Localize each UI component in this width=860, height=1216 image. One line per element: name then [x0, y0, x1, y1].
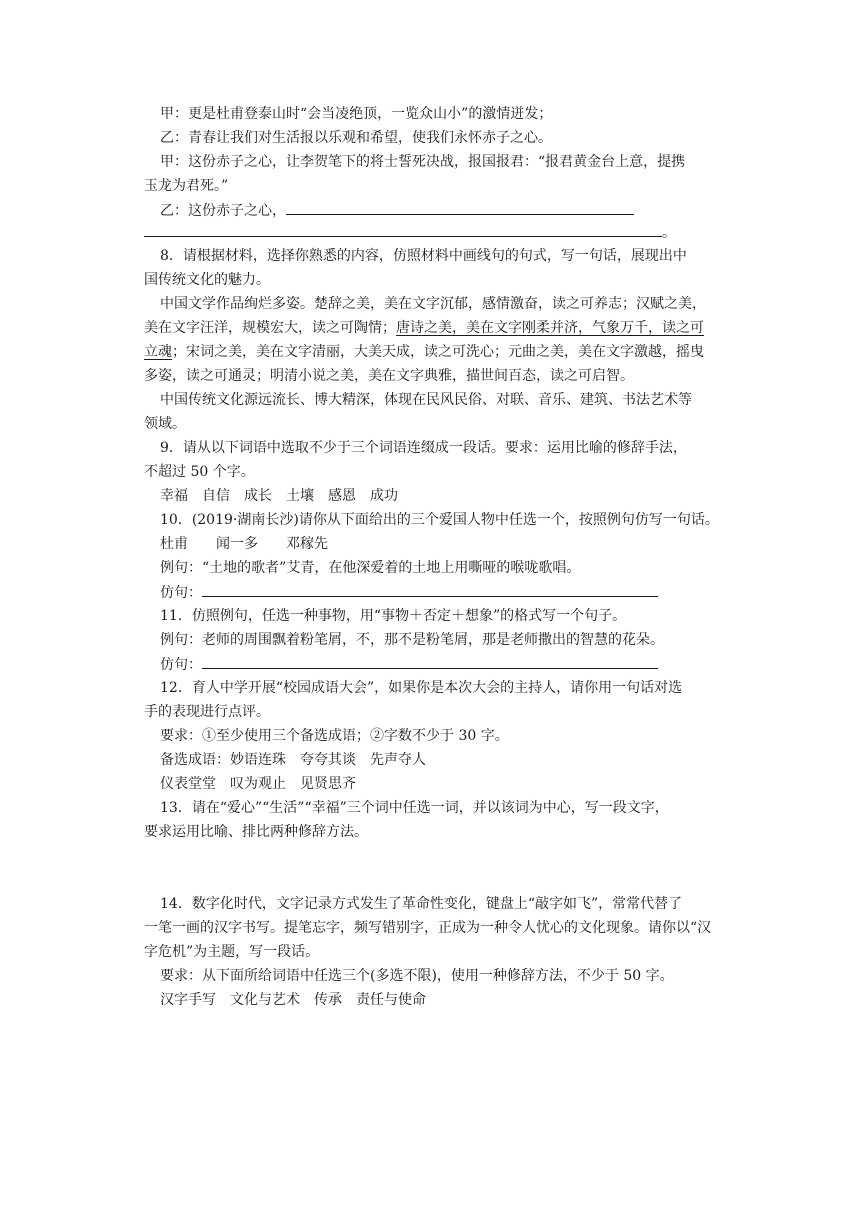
dialogue-yi-line-2	[160, 200, 634, 220]
q8-material-2-pre: 美在文字汪洋，规模宏大，读之可陶情；	[144, 320, 396, 336]
q12-stem-a: 12．育人中学开展“校园成语大会”，如果你是本次大会的主持人，请你用一句话对选	[160, 680, 683, 696]
q10-stem: 10．(2019·湖南长沙)请你从下面给出的三个爱国人物中任选一个，按照例句仿写一句话。	[160, 512, 719, 528]
q10-example: 例句：“土地的歌者”艾青，在他深爱着的土地上用嘶哑的喉咙歌唱。	[160, 560, 581, 576]
q11-imitate-label: 仿句：	[160, 657, 202, 673]
q11-imitate-line	[160, 654, 658, 674]
q9-stem-b: 不超过 50 个字。	[144, 464, 255, 480]
q8-underlined-sentence-end: 立魂	[144, 344, 172, 360]
dialogue-jia-line-2b: 玉龙为君死。”	[144, 178, 229, 194]
q14-requirement: 要求：从下面所给词语中任选三个(多选不限)，使用一种修辞方法，不少于 50 字。	[160, 968, 674, 984]
q10-imitate-label: 仿句：	[160, 585, 202, 601]
q14-stem-c: 字危机”为主题，写一段话。	[144, 944, 320, 960]
q10-imitate-line	[160, 582, 658, 602]
answer-blank[interactable]	[202, 654, 658, 669]
q13-stem-a: 13．请在“爱心”“生活”“幸福”三个词中任选一词，并以该词为中心，写一段文字，	[160, 800, 669, 816]
q8-material-1: 中国文学作品绚烂多姿。楚辞之美，美在文字沉郁，感情激奋，读之可养志；汉赋之美，	[160, 296, 706, 312]
q12-idioms-b: 仪表堂堂 叹为观止 见贤思齐	[160, 776, 356, 792]
answer-blank[interactable]	[286, 200, 634, 215]
q14-word-list: 汉字手写 文化与艺术 传承 责任与使命	[160, 992, 426, 1008]
answer-blank[interactable]	[144, 222, 662, 237]
q8-material-4: 多姿，读之可通灵；明清小说之美，美在文字典雅，描世间百态，读之可启智。	[144, 368, 634, 384]
q8-material-5: 中国传统文化源远流长、博大精深，体现在民风民俗、对联、音乐、建筑、书法艺术等	[160, 392, 692, 408]
dialogue-yi-line-3	[144, 222, 676, 242]
q12-requirement: 要求：①至少使用三个备选成语；②字数不少于 30 字。	[160, 728, 509, 744]
q11-stem: 11．仿照例句，任选一种事物，用“事物＋否定＋想象”的格式写一个句子。	[160, 608, 627, 624]
q14-stem-b: 一笔一画的汉字书写。提笔忘字，频写错别字，正成为一种令人忧心的文化现象。请你以“汉	[144, 920, 712, 936]
q8-material-2	[144, 318, 704, 338]
answer-blank[interactable]	[202, 582, 658, 597]
q8-material-3	[144, 342, 704, 362]
dialogue-yi-end: 。	[662, 225, 676, 241]
dialogue-yi-prefix: 乙：这份赤子之心，	[160, 203, 286, 219]
q13-stem-b: 要求运用比喻、排比两种修辞方法。	[144, 824, 368, 840]
dialogue-yi-line-1: 乙：青春让我们对生活报以乐观和希望，使我们永怀赤子之心。	[160, 130, 552, 146]
q10-people: 杜甫 闻一多 邓稼先	[160, 536, 328, 552]
q8-material-6: 领域。	[144, 416, 186, 432]
q8-underlined-sentence: 唐诗之美，美在文字刚柔并济，气象万千，读之可	[396, 320, 704, 336]
q8-stem-b: 国传统文化的魅力。	[144, 272, 270, 288]
dialogue-jia-line-1: 甲：更是杜甫登泰山时“会当凌绝顶，一览众山小”的激情迸发；	[160, 106, 553, 122]
q8-stem-a: 8．请根据材料，选择你熟悉的内容，仿照材料中画线句的句式，写一句话，展现出中	[160, 248, 687, 264]
q11-example: 例句：老师的周围飘着粉笔屑，不，那不是粉笔屑，那是老师撒出的智慧的花朵。	[160, 632, 664, 648]
q9-word-list: 幸福 自信 成长 土壤 感恩 成功	[160, 488, 398, 504]
q9-stem-a: 9．请从以下词语中选取不少于三个词语连缀成一段话。要求：运用比喻的修辞手法，	[160, 440, 687, 456]
dialogue-jia-line-2a: 甲：这份赤子之心，让李贺笔下的将士誓死决战，报国报君：“报君黄金台上意，提携	[160, 154, 686, 170]
q12-stem-b: 手的表现进行点评。	[144, 704, 270, 720]
q14-stem-a: 14．数字化时代，文字记录方式发生了革命性变化，键盘上“敲字如飞”，常常代替了	[160, 896, 683, 912]
q8-material-3-post: ；宋词之美，美在文字清丽，大美天成，读之可洗心；元曲之美，美在文字激越，摇曳	[172, 344, 704, 360]
q12-idioms-a: 备选成语：妙语连珠 夸夸其谈 先声夺人	[160, 752, 426, 768]
